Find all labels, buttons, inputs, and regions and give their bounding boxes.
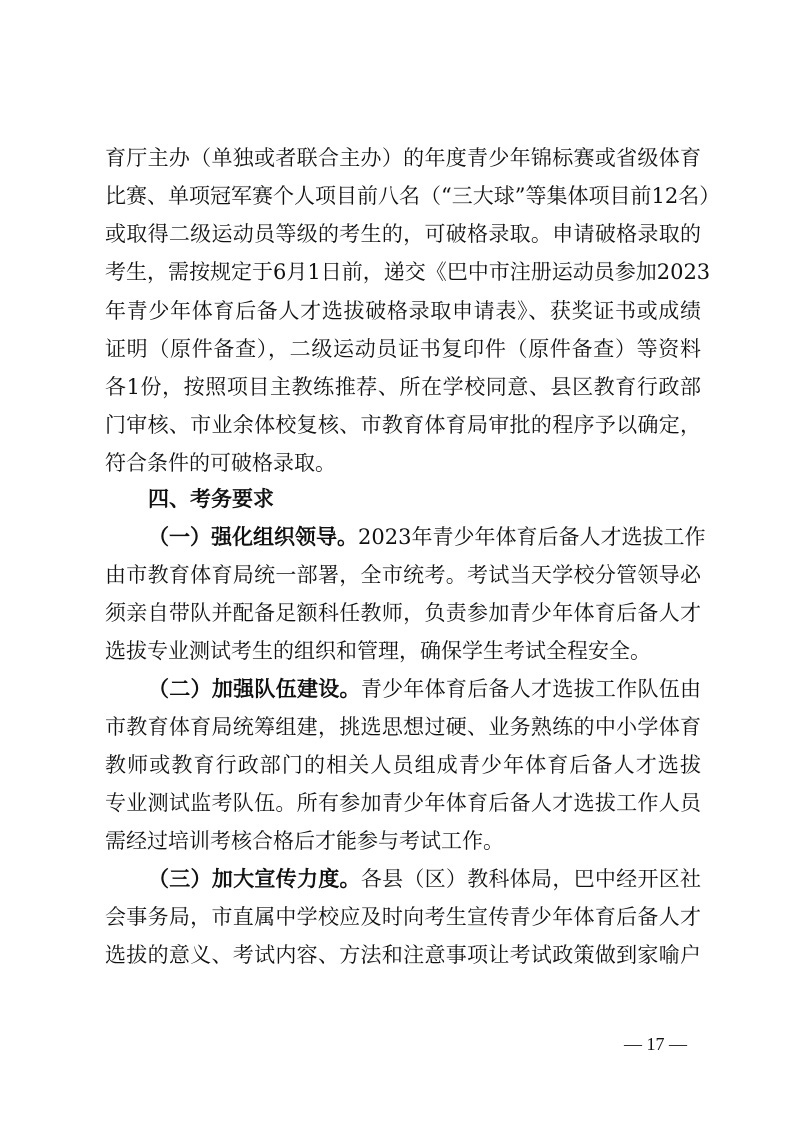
- text-line: 专业测试监考队伍。所有参加青少年体育后备人才选拔工作人员: [105, 791, 701, 815]
- text-line: 年青少年体育后备人才选拔破格录取申请表》、获奖证书或成绩: [105, 299, 701, 323]
- text-line: 各1份，按照项目主教练推荐、所在学校同意、县区教育行政部: [105, 375, 701, 399]
- text-line: 考生，需按规定于6月1日前，递交《巴中市注册运动员参加2023: [105, 260, 711, 284]
- subsection-2-first-line: （二）加强队伍建设。青少年体育后备人才选拔工作队伍由: [148, 677, 702, 701]
- text-line: 市教育体育局统筹组建，挑选思想过硬、业务熟练的中小学体育: [105, 715, 701, 739]
- text-line: 由市教育体育局统一部署，全市统考。考试当天学校分管领导必: [105, 563, 701, 587]
- text-line: 育厅主办（单独或者联合主办）的年度青少年锦标赛或省级体育: [105, 146, 701, 170]
- text-line: 门审核、市业余体校复核、市教育体育局审批的程序予以确定，: [105, 413, 701, 437]
- text-line: 选拔的意义、考试内容、方法和注意事项让考试政策做到家喻户: [105, 943, 701, 967]
- section-heading: 四、考务要求: [148, 487, 274, 511]
- subsection-title: （三）加大宣传力度。: [148, 867, 361, 891]
- text-line: 选拔专业测试考生的组织和管理，确保学生考试全程安全。: [105, 639, 651, 663]
- subsection-title: （一）强化组织领导。: [148, 525, 358, 549]
- subsection-title: （二）加强队伍建设。: [148, 677, 361, 701]
- text-line: 须亲自带队并配备足额科任教师，负责参加青少年体育后备人才: [105, 601, 701, 625]
- text-line: 证明（原件备查），二级运动员证书复印件（原件备查）等资料: [105, 337, 701, 361]
- text-line: 比赛、单项冠军赛个人项目前八名（“三大球”等集体项目前12名）: [105, 184, 721, 208]
- subsection-1-first-line: （一）强化组织领导。2023年青少年体育后备人才选拔工作: [148, 525, 706, 549]
- subsection-3-first-line: （三）加大宣传力度。各县（区）教科体局，巴中经开区社: [148, 867, 702, 891]
- text-line: 符合条件的可破格录取。: [105, 451, 336, 475]
- text-line: 会事务局，市直属中学校应及时向考生宣传青少年体育后备人才: [105, 905, 701, 929]
- text-line: 教师或教育行政部门的相关人员组成青少年体育后备人才选拔: [105, 753, 701, 777]
- text-line: 需经过培训考核合格后才能参与考试工作。: [105, 829, 504, 853]
- text-line: 或取得二级运动员等级的考生的，可破格录取。申请破格录取的: [105, 222, 701, 246]
- page-number: — 17 —: [624, 1034, 687, 1054]
